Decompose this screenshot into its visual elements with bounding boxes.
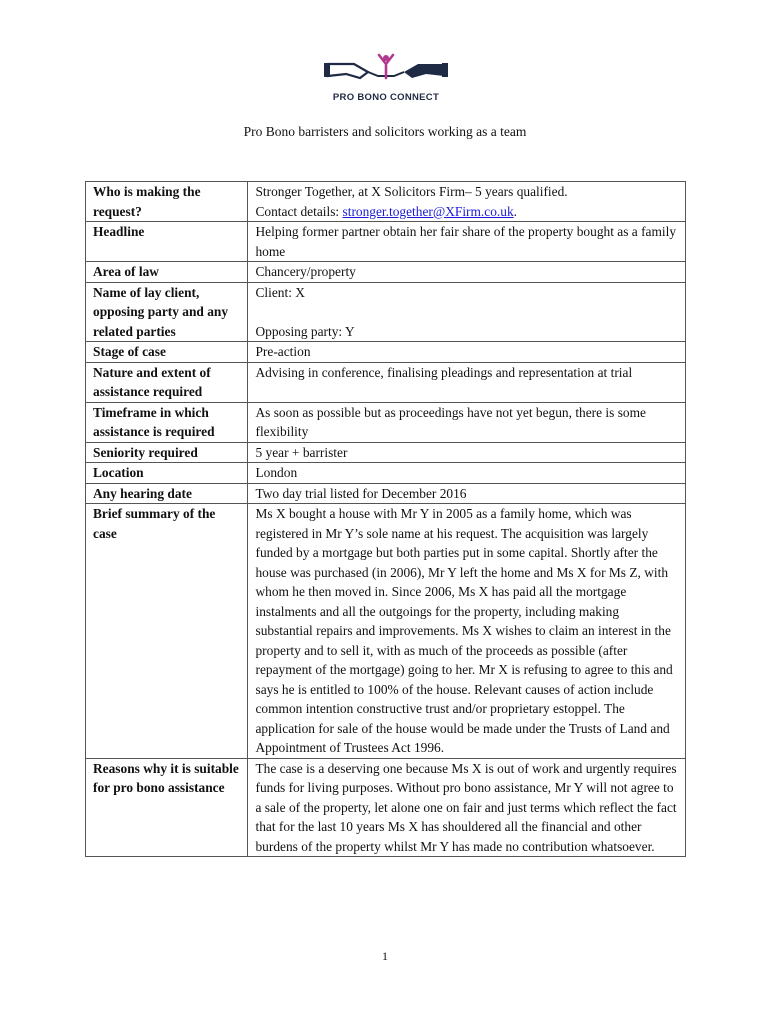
- row-label: Reasons why it is suitable for pro bono assistance: [86, 758, 248, 857]
- table-row: [86, 362, 686, 402]
- table-row: [86, 262, 686, 283]
- row-value: Advising in conference, finalising pleadings and representation at trial: [248, 362, 686, 402]
- row-label: Location: [86, 463, 248, 484]
- row-label: Nature and extent of assistance required: [86, 362, 248, 402]
- row-label: Headline: [86, 222, 248, 262]
- email-link[interactable]: stronger.together@XFirm.co.uk: [342, 203, 514, 219]
- logo-wordmark: PRO BONO CONNECT: [332, 92, 440, 103]
- row-value: London: [248, 463, 686, 484]
- row-label: Stage of case: [86, 342, 248, 363]
- opposing-text: Opposing party: Y: [255, 323, 355, 339]
- row-label: Brief summary of the case: [86, 504, 248, 759]
- row-label: Any hearing date: [86, 483, 248, 504]
- handshake-icon: [316, 52, 456, 92]
- requester-text: Stronger Together, at X Solicitors Firm– 5 years qualified.: [255, 184, 568, 199]
- row-value: Two day trial listed for December 2016: [248, 483, 686, 504]
- request-table: [85, 181, 686, 857]
- table-row: [86, 758, 686, 857]
- row-label: Timeframe in which assistance is required: [86, 402, 248, 442]
- client-text: Client: X: [255, 284, 305, 300]
- row-label: Who is making the request?: [86, 182, 248, 222]
- table-row: [86, 483, 686, 504]
- row-value: The case is a deserving one because Ms X is out of work and urgently requires funds for living purposes. Without pro bono assistance, Mr Y will not agree to a sale of the property, let alone one on fair and just terms which reflect the fact that for the last 10 years Ms X has shouldered all the financial and other burdens of the property whilst Mr Y has made no contribution whatsoever.: [248, 758, 686, 857]
- table-row: [86, 463, 686, 484]
- page-number: 1: [382, 949, 388, 963]
- contact-prefix: Contact details:: [255, 203, 343, 219]
- table-row: [86, 504, 686, 759]
- table-row: [86, 442, 686, 463]
- table-row: [86, 182, 686, 222]
- row-value: As soon as possible but as proceedings have not yet begun, there is some flexibility: [248, 402, 686, 442]
- table-row: [86, 342, 686, 363]
- table-row: [86, 402, 686, 442]
- row-label: Seniority required: [86, 442, 248, 463]
- row-value: [248, 182, 686, 222]
- row-label: Area of law: [86, 262, 248, 283]
- table-row: [86, 222, 686, 262]
- email-suffix: .: [513, 203, 518, 219]
- row-value: Chancery/property: [248, 262, 686, 283]
- row-value: 5 year + barrister: [248, 442, 686, 463]
- row-value: Pre-action: [248, 342, 686, 363]
- row-value: Helping former partner obtain her fair share of the property bought as a family home: [248, 222, 686, 262]
- table-row: [86, 282, 686, 342]
- page-subtitle: Pro Bono barristers and solicitors working as a team: [243, 124, 527, 139]
- row-value: [248, 282, 686, 342]
- row-label: Name of lay client, opposing party and any related parties: [86, 282, 248, 342]
- row-value: Ms X bought a house with Mr Y in 2005 as a family home, which was registered in Mr Y’s sole name at his request. The acquisition was largely funded by a mortgage but both parties put in some capital. Shortly after the house was purchased (in 2006), Mr Y left the home and Ms X for Ms Z, with whom he then moved in. Since 2006, Ms X has paid all the mortgage instalments and all the outgoings for the property, including making substantial repairs and improvements. Ms X wishes to claim an interest in the property and to sell it, with as much of the proceeds as possible (after repayment of the mortgage) going to her. Mr X is refusing to agree to this and says he is entitled to 100% of the house. Relevant causes of action include common intention constructive trust and/or proprietary estoppel. The application for sale of the house would be made under the Trusts of Land and Appointment of Trustees Act 1996.: [248, 504, 686, 759]
